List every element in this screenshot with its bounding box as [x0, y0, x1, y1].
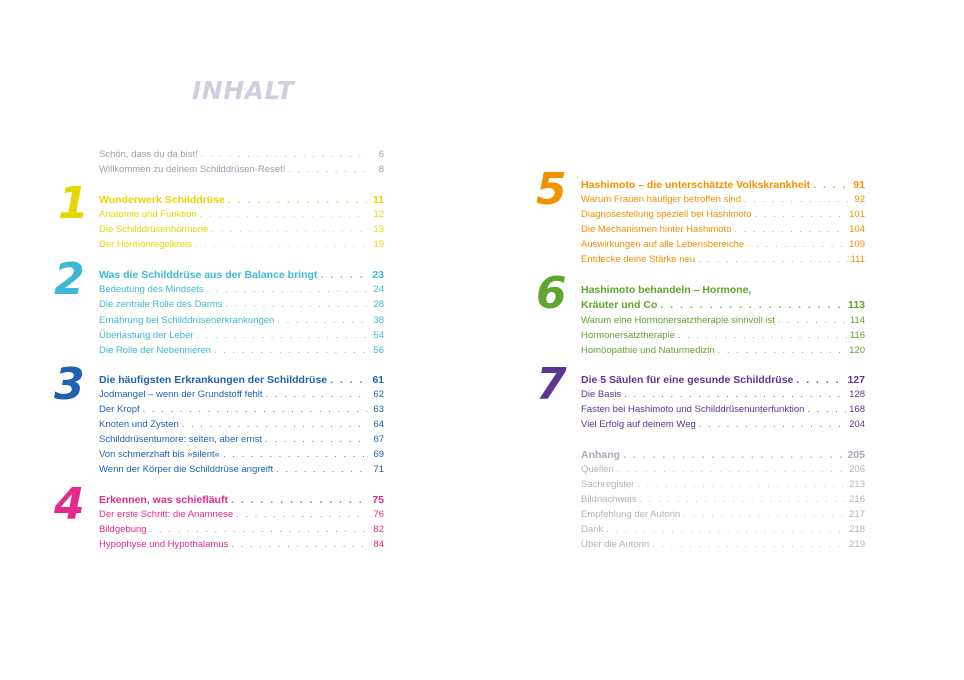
chapter-5-heading[interactable]: Hashimoto – die unterschätzte Volkskrankheit . . . 91: [581, 179, 865, 194]
chapter-3-heading[interactable]: Die häufigsten Erkrankungen der Schilddrüse . . . 61: [99, 374, 384, 389]
toc-entry[interactable]: Auswirkungen auf alle Lebensbereiche . . . 109: [581, 239, 865, 254]
chapter-4-number: 4: [54, 479, 85, 530]
toc-entry[interactable]: Ernährung bei Schilddrüsenerkrankungen . . . 38: [99, 315, 384, 330]
chapter-6-number: 6: [536, 268, 567, 319]
chapter-3-number: 3: [54, 359, 85, 410]
toc-entry[interactable]: Der Hormonregelkreis . . . 19: [99, 239, 384, 254]
toc-entry[interactable]: Fasten bei Hashimoto und Schilddrüsenunterfunktion . . . 168: [581, 404, 865, 419]
toc-entry[interactable]: Der erste Schritt: die Anamnese . . . 76: [99, 509, 384, 524]
toc-entry[interactable]: Diagnosestellung speziell bei Hashimoto . . . 101: [581, 209, 865, 224]
toc-entry[interactable]: Überlastung der Leber . . . 54: [99, 330, 384, 345]
toc-entry[interactable]: Wenn der Körper die Schilddrüse angreift . . . 71: [99, 464, 384, 479]
toc-entry[interactable]: Dank . . . 218: [581, 524, 865, 539]
toc-entry[interactable]: Viel Erfolg auf deinem Weg . . . 204: [581, 419, 865, 434]
chapter-7-number: 7: [536, 359, 567, 410]
toc-entry[interactable]: Jodmangel – wenn der Grundstoff fehlt . . . 62: [99, 389, 384, 404]
toc-entry[interactable]: Empfehlung der Autorin . . . 217: [581, 509, 865, 524]
toc-entry[interactable]: Über die Autorin . . . 219: [581, 539, 865, 554]
toc-entry[interactable]: Der Kropf . . . 63: [99, 404, 384, 419]
chapter-7-heading[interactable]: Die 5 Säulen für eine gesunde Schilddrüse . . . 127: [581, 374, 865, 389]
toc-entry[interactable]: Bedeutung des Mindsets . . . 24: [99, 284, 384, 299]
toc-entry[interactable]: Bildgebung . . . 82: [99, 524, 384, 539]
toc-entry[interactable]: Die Basis . . . 128: [581, 389, 865, 404]
toc-entry[interactable]: Die Schilddrüsenhormone . . . 13: [99, 224, 384, 239]
chapter-5-number: 5: [536, 164, 567, 215]
toc-entry[interactable]: Entdecke deine Stärke neu . . . 111: [581, 254, 865, 269]
chapter-2-number: 2: [54, 254, 85, 305]
toc-entry[interactable]: Knoten und Zysten . . . 64: [99, 419, 384, 434]
toc-entry[interactable]: Schilddrüsentumore: selten, aber ernst . . . 67: [99, 434, 384, 449]
chapter-6-heading-line1[interactable]: Hashimoto behandeln – Hormone,: [581, 284, 752, 296]
chapter-4-heading[interactable]: Erkennen, was schiefläuft . . . 75: [99, 494, 384, 509]
toc-entry[interactable]: Bildnachweis . . . 216: [581, 494, 865, 509]
appendix-heading[interactable]: Anhang . . . 205: [581, 449, 865, 464]
toc-intro-entry-1[interactable]: Schön, dass du da bist! . . . 6: [99, 149, 384, 164]
toc-entry[interactable]: Hormonersatztherapie . . . 116: [581, 330, 865, 345]
toc-entry[interactable]: Die zentrale Rolle des Darms . . . 28: [99, 299, 384, 314]
chapter-2-heading[interactable]: Was die Schilddrüse aus der Balance bringt . . . 23: [99, 269, 384, 284]
toc-intro-entry-2[interactable]: Willkommen zu deinem Schilddrüsen-Reset! . . . 8: [99, 164, 384, 179]
chapter-6-heading-line2[interactable]: Kräuter und Co . . . 113: [581, 299, 865, 314]
toc-entry[interactable]: Anatomie und Funktion . . . 12: [99, 209, 384, 224]
chapter-1-number: 1: [58, 178, 89, 229]
toc-entry[interactable]: Die Rolle der Nebennieren . . . 56: [99, 345, 384, 360]
toc-entry[interactable]: Sachregister . . . 213: [581, 479, 865, 494]
toc-entry[interactable]: Warum Frauen häufiger betroffen sind . . . 92: [581, 194, 865, 209]
toc-entry[interactable]: Quellen . . . 206: [581, 464, 865, 479]
toc-entry[interactable]: Hypophyse und Hypothalamus . . . 84: [99, 539, 384, 554]
toc-entry[interactable]: Die Mechanismen hinter Hashimoto . . . 104: [581, 224, 865, 239]
chapter-1-heading[interactable]: Wunderwerk Schilddrüse . . . 11: [99, 194, 384, 209]
page-title: INHALT: [192, 76, 295, 105]
toc-entry[interactable]: Von schmerzhaft bis »silent« . . . 69: [99, 449, 384, 464]
toc-entry[interactable]: Homöopathie und Naturmedizin . . . 120: [581, 345, 865, 360]
toc-entry[interactable]: Warum eine Hormonersatztherapie sinnvoll ist . . . 114: [581, 315, 865, 330]
